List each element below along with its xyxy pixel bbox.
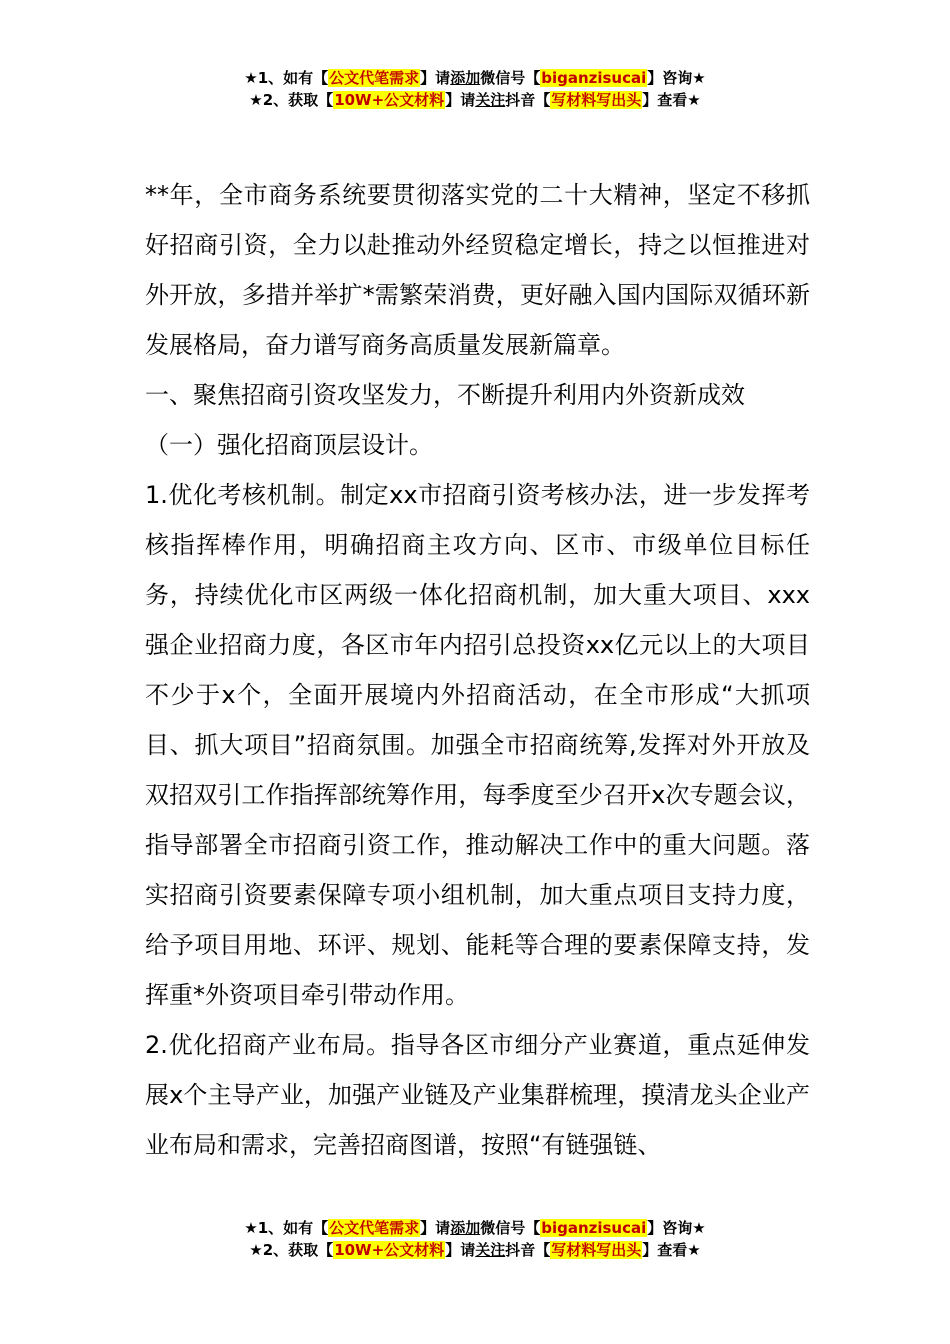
promo-banner-top <box>0 67 950 111</box>
promo-line-1: ★1、如有【公文代笔需求】请添加微信号【biganzisucai】咨询★ <box>244 69 706 87</box>
highlight-wechat-id: biganzisucai <box>541 69 647 87</box>
promo-line-1: ★1、如有【公文代笔需求】请添加微信号【biganzisucai】咨询★ <box>244 1219 706 1237</box>
highlight-materials: 10W+公文材料 <box>334 1241 445 1259</box>
promo-line-2: ★2、获取【10W+公文材料】请关注抖音【写材料写出头】查看★ <box>249 91 701 109</box>
item-paragraph-2: 2.优化招商产业布局。指导各区市细分产业赛道，重点延伸发展x个主导产业，加强产业链及产业集群梳理，摸清龙头企业产业布局和需求，完善招商图谱，按照“有链强链、 <box>145 1031 810 1159</box>
subsection-heading: （一）强化招商顶层设计。 <box>145 431 433 459</box>
promo-line-2: ★2、获取【10W+公文材料】请关注抖音【写材料写出头】查看★ <box>249 1241 701 1259</box>
highlight-service: 公文代笔需求 <box>329 69 420 87</box>
highlight-douyin-account: 写材料写出头 <box>551 1241 642 1259</box>
promo-banner-bottom <box>0 1217 950 1261</box>
highlight-materials: 10W+公文材料 <box>334 91 445 109</box>
highlight-douyin-account: 写材料写出头 <box>551 91 642 109</box>
item-paragraph-1: 1.优化考核机制。制定xx市招商引资考核办法，进一步发挥考核指挥棒作用，明确招商主攻方向、区市、市级单位目标任务，持续优化市区两级一体化招商机制，加大重大项目、xxx强企业招商力度，各区市年内招引总投资xx亿元以上的大项目不少于x个，全面开展境内外招商活动，在全市形成“大抓项目、抓大项目”招商氛围。加强全市招商统筹,发挥对外开放及双招双引工作指挥部统筹作用，每季度至少召开x次专题会议，指导部署全市招商引资工作，推动解决工作中的重大问题。落实招商引资要素保障专项小组机制，加大重点项目支持力度，给予项目用地、环评、规划、能耗等合理的要素保障支持，发挥重*外资项目牵引带动作用。 <box>145 481 810 1009</box>
intro-paragraph: **年，全市商务系统要贯彻落实党的二十大精神，坚定不移抓好招商引资，全力以赴推动外经贸稳定增长，持之以恒推进对外开放，多措并举扩*需繁荣消费，更好融入国内国际双循环新发展格局，奋力谱写商务高质量发展新篇章。 <box>145 181 810 359</box>
highlight-wechat-id: biganzisucai <box>541 1219 647 1237</box>
document-body <box>145 170 810 1170</box>
section-heading: 一、聚焦招商引资攻坚发力，不断提升利用内外资新成效 <box>145 381 745 409</box>
highlight-service: 公文代笔需求 <box>329 1219 420 1237</box>
